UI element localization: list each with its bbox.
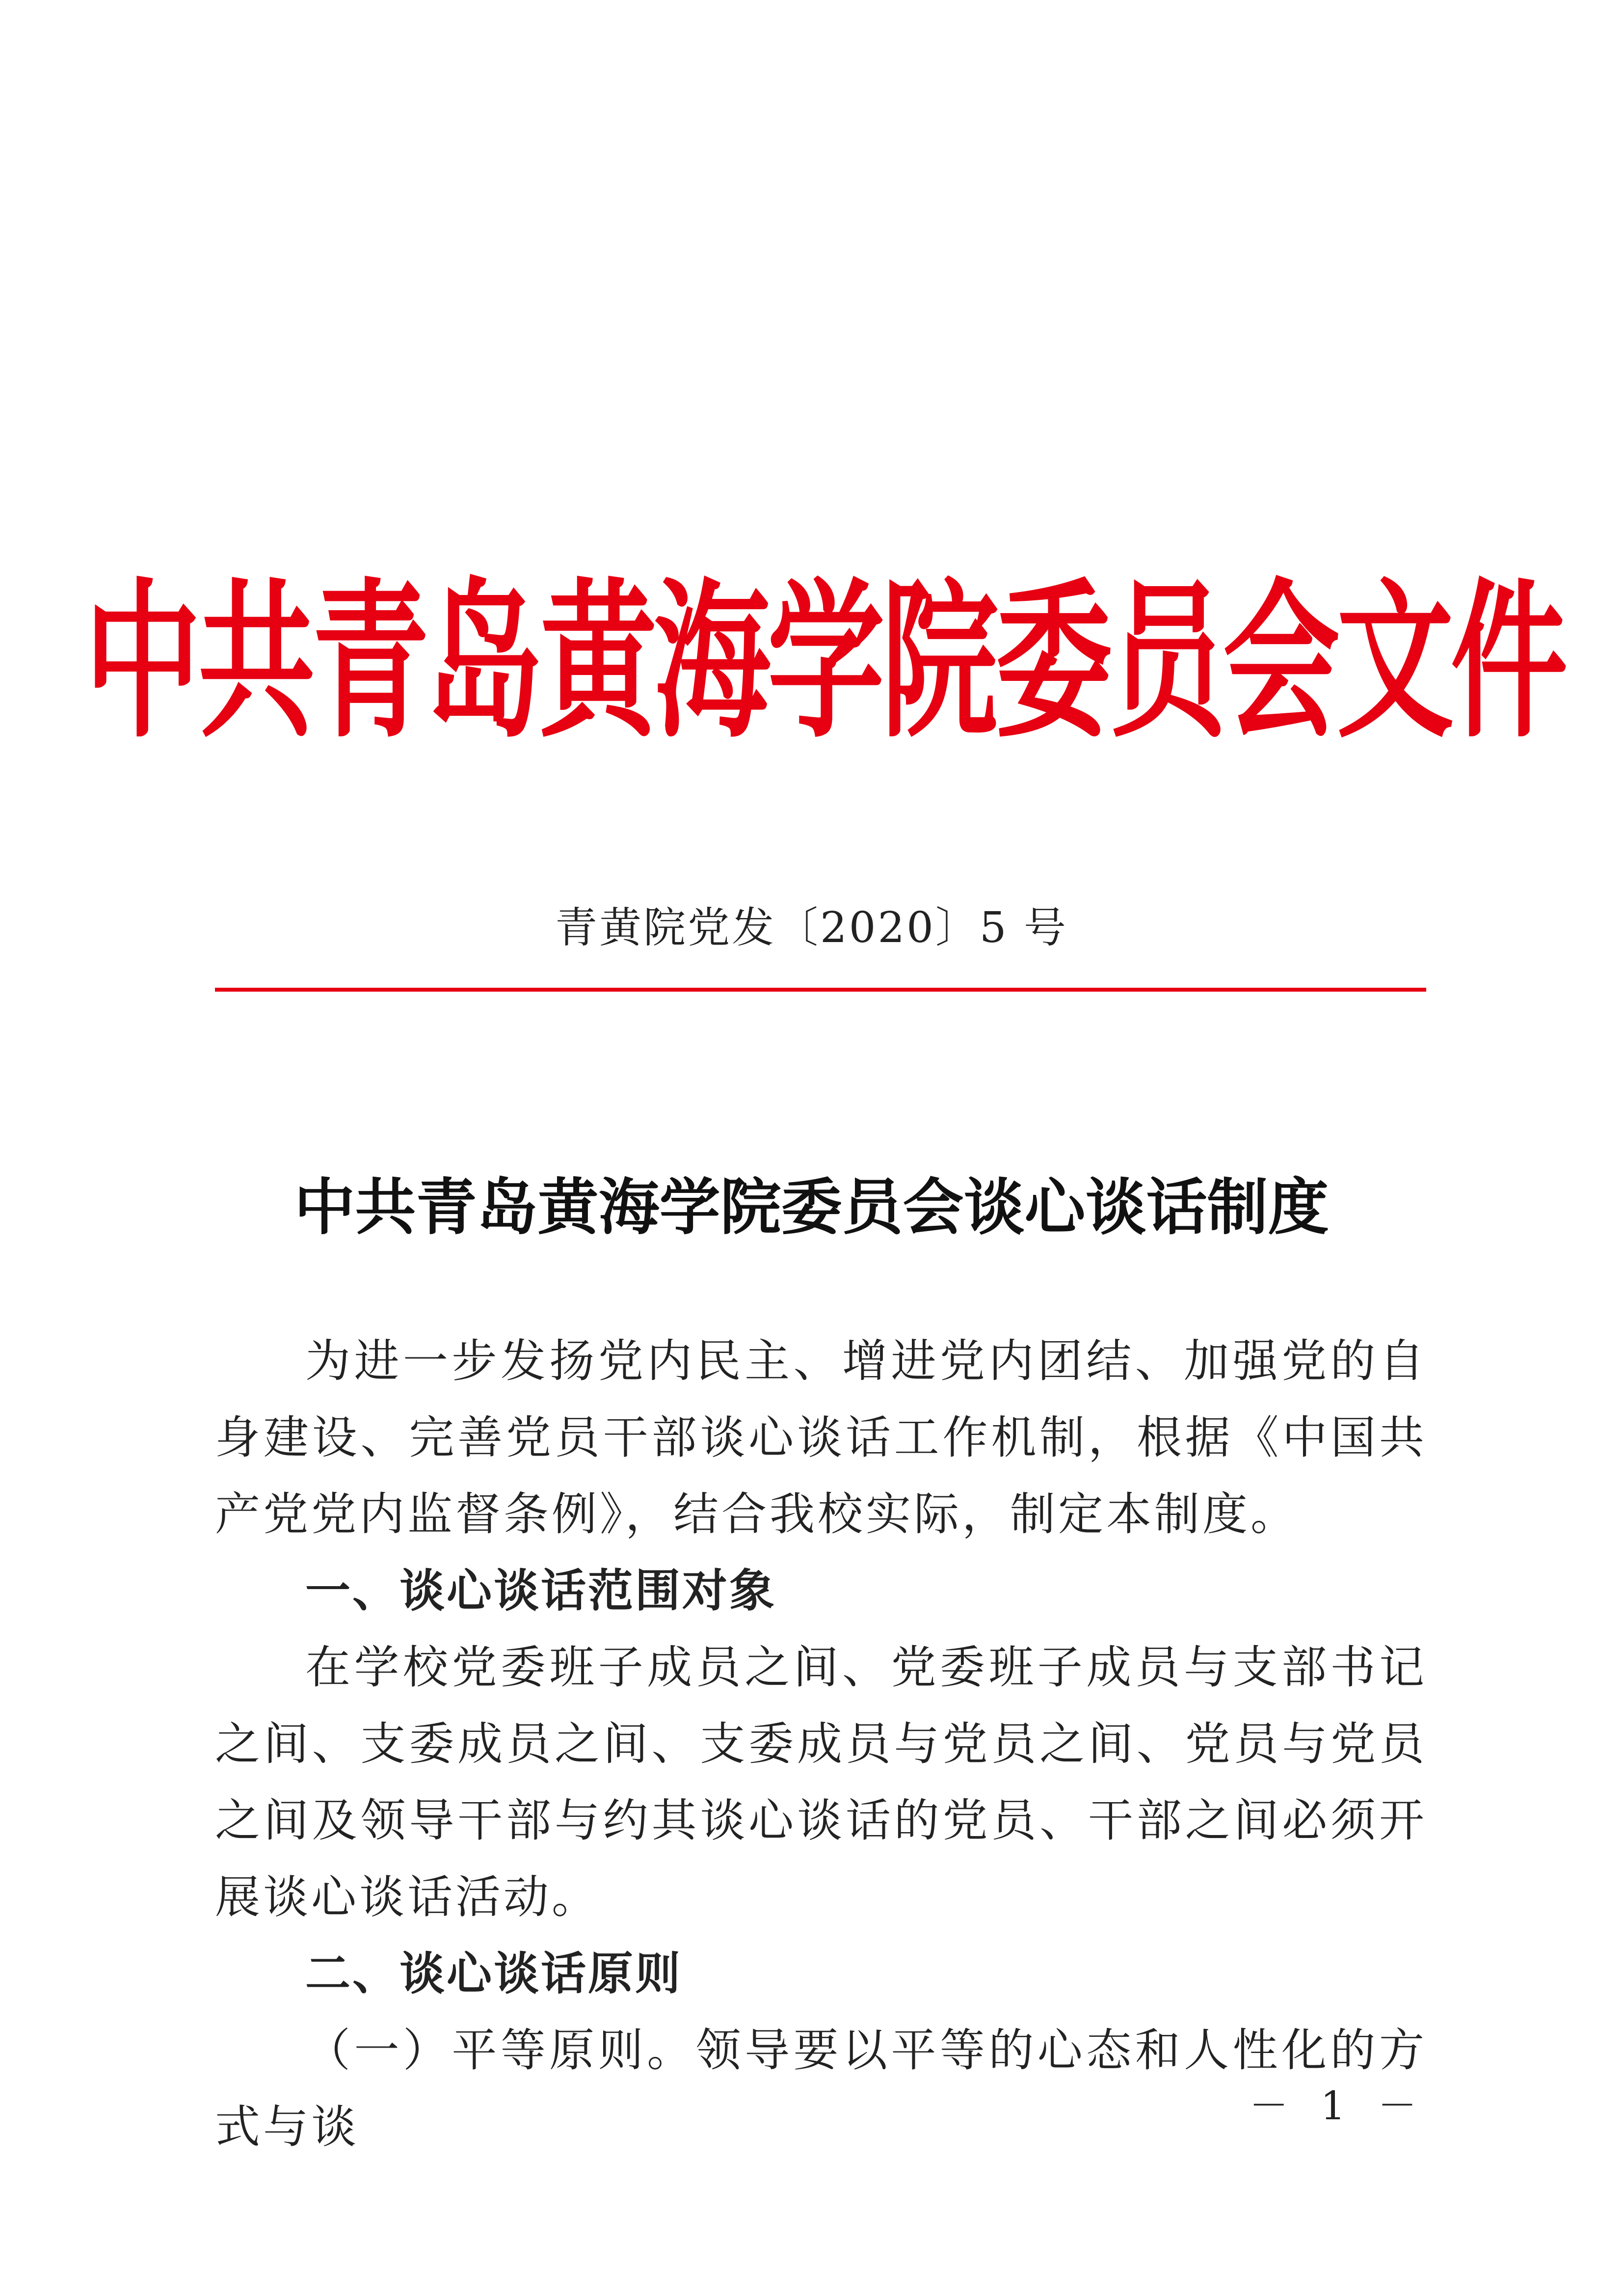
red-divider-line: [215, 988, 1426, 992]
section-heading: 一、谈心谈话范围对象: [305, 1565, 777, 1617]
section-paragraph: 在学校党委班子成员之间、党委班子成员与支部书记之间、支委成员之间、支委成员与党员之间、党员与党员之间及领导干部与约其谈心谈话的党员、干部之间必须开展谈心谈话活动。: [215, 1641, 1427, 1923]
document-number: 青黄院党发〔2020〕5 号: [555, 903, 1068, 952]
section-paragraph: （一）平等原则。领导要以平等的心态和人性化的方式与谈: [215, 2024, 1427, 2153]
intro-paragraph: 为进一步发扬党内民主、增进党内团结、加强党的自身建设、完善党员干部谈心谈话工作机制，根据《中国共产党党内监督条例》，结合我校实际，制定本制度。: [215, 1335, 1427, 1540]
document-title: 中共青岛黄海学院委员会谈心谈话制度: [294, 1172, 1329, 1243]
section-heading: 二、谈心谈话原则: [305, 1947, 683, 2000]
page-number: － 1 －: [1249, 2083, 1427, 2129]
issuer-red-header: 中共青岛黄海学院委员会文件: [84, 564, 1565, 761]
document-body: [215, 1323, 1427, 2165]
